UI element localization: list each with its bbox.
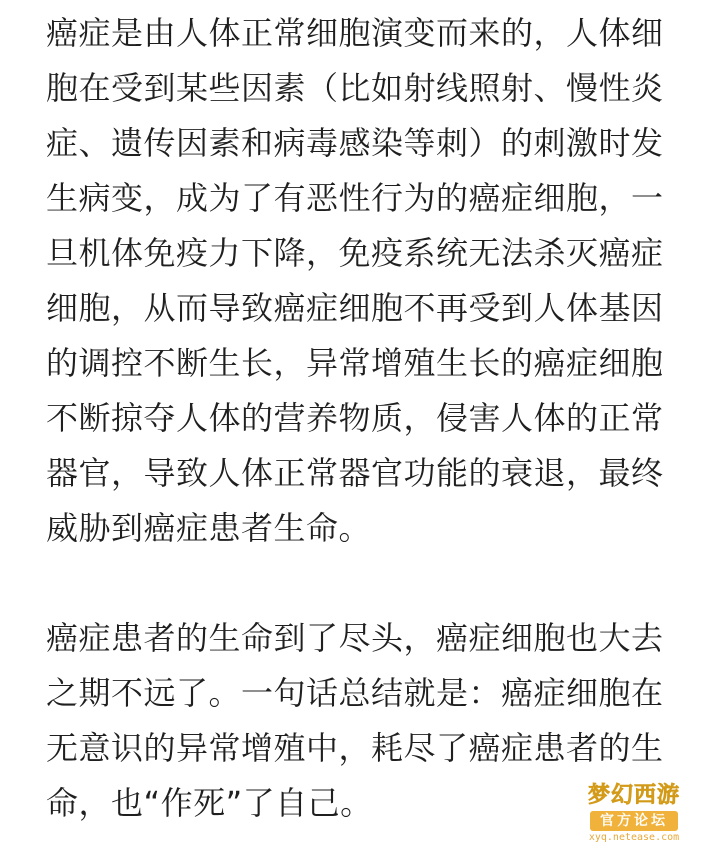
article-body <box>46 6 682 831</box>
watermark-url: xyq.netease.com <box>588 832 680 843</box>
paragraph-1: 癌症是由人体正常细胞演变而来的，人体细胞在受到某些因素（比如射线照射、慢性炎症、遗传因素和病毒感染等刺）的刺激时发生病变，成为了有恶性行为的癌症细胞，一旦机体免疫力下降，免疫系统无法杀灭癌症细胞，从而导致癌症细胞不再受到人体基因的调控不断生长，异常增殖生长的癌症细胞不断掠夺人体的营养物质，侵害人体的正常器官，导致人体正常器官功能的衰退，最终威胁到癌症患者生命。 <box>46 14 664 547</box>
watermark-subtitle: 官方论坛 <box>590 811 678 831</box>
watermark-logo: 梦幻西游 <box>587 782 680 808</box>
forum-watermark <box>556 780 712 852</box>
paragraph-2: 癌症患者的生命到了尽头，癌症细胞也大去之期不远了。一句话总结就是：癌症细胞在无意识的异常增殖中，耗尽了癌症患者的生命，也“作死”了自己。 <box>46 619 664 822</box>
